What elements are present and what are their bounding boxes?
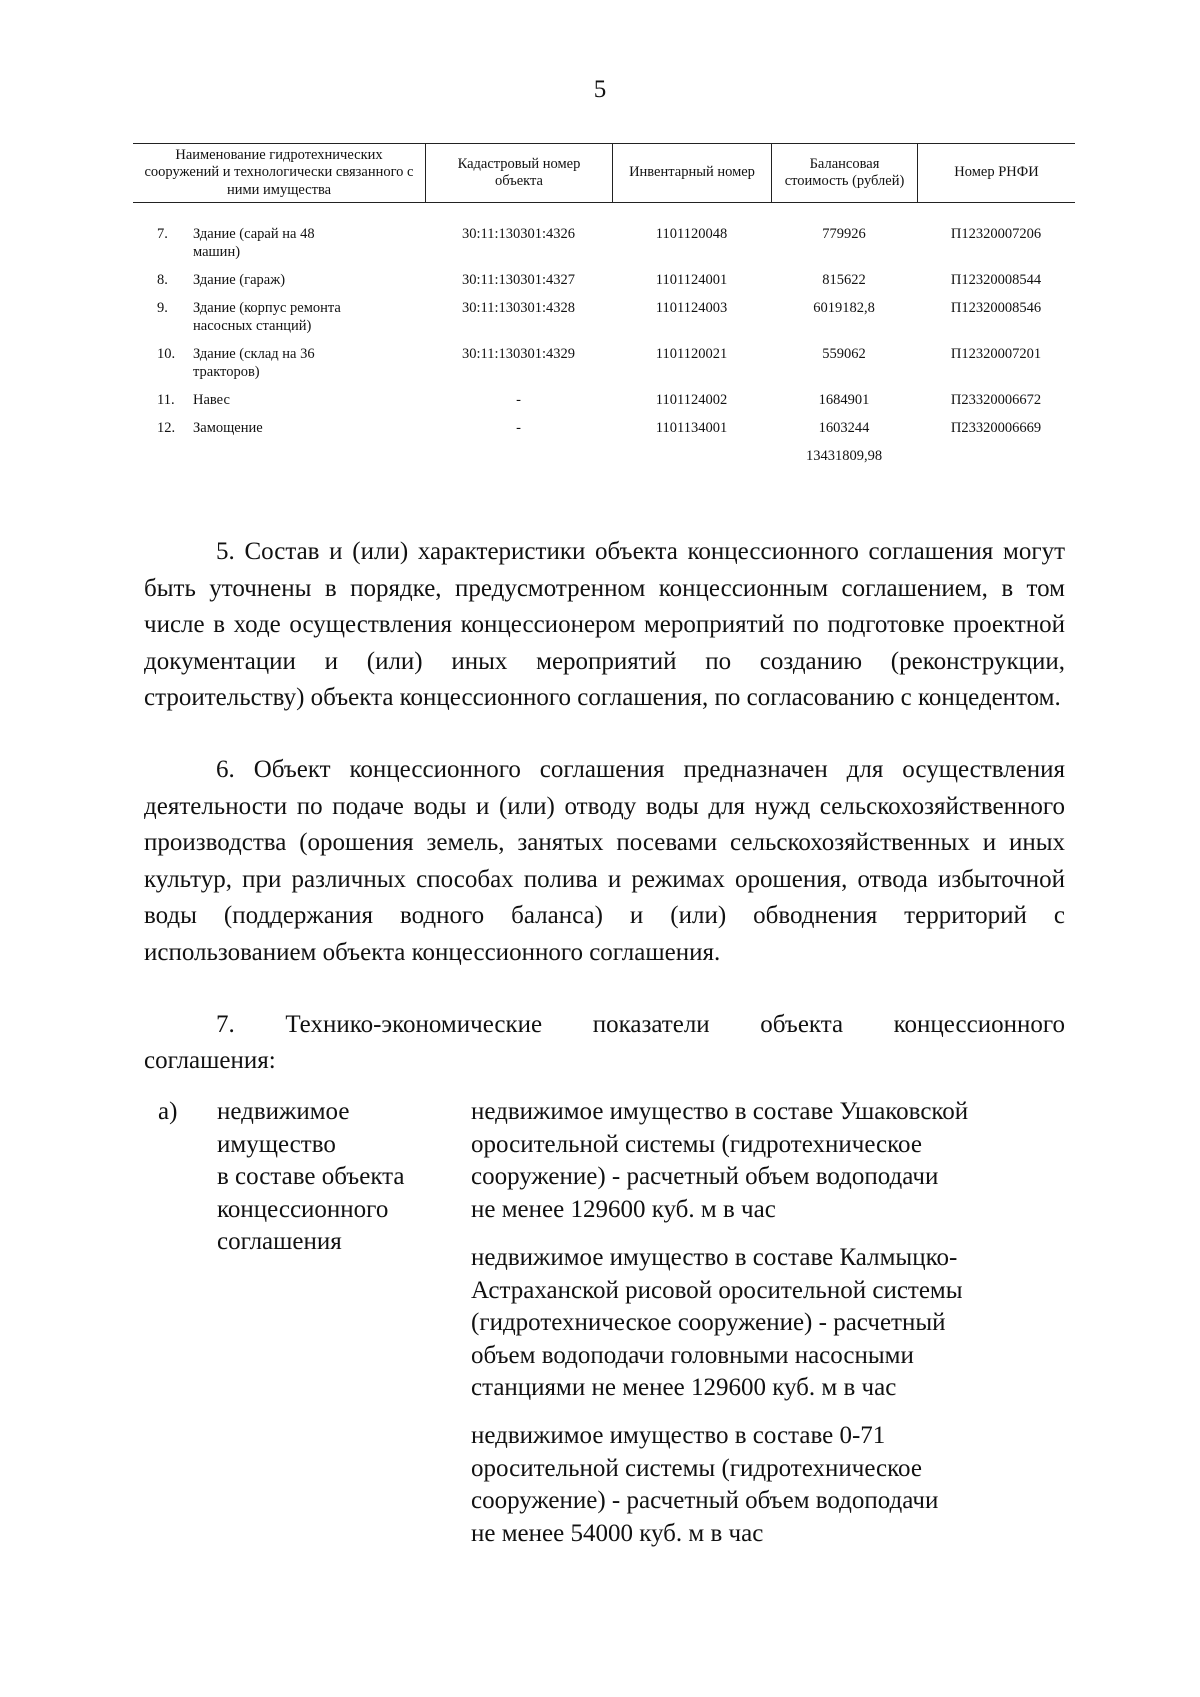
table-total-row: [133, 447, 1075, 465]
indicator-line: недвижимое имущество в составе 0-71: [471, 1422, 886, 1449]
row-rnfi: П12320007206: [950, 226, 1042, 242]
indicator-line: Астраханской рисовой оросительной системы: [471, 1276, 963, 1304]
row-balance: 1684901: [818, 392, 870, 408]
table-row: [133, 345, 1075, 391]
table-row: [133, 225, 1075, 271]
paragraph-5: 5. Состав и (или) характеристики объекта концессионного соглашения могут быть уточнены в порядке, предусмотренном концессионным соглашением, в том числе в ходе осуществления концессионером мероприятий по подготовке проектной документации и (или) иных мероприятий по созданию (реконструкции, строительству) объекта концессионного соглашения, по согласованию с концедентом.: [144, 538, 1065, 711]
indicator-line: объем водоподачи головными насосными: [471, 1341, 914, 1369]
row-balance: 559062: [822, 346, 866, 362]
paragraph-6: 6. Объект концессионного соглашения предназначен для осуществления деятельности по подаче воды и (или) отводу воды для нужд сельскохозяйственного производства (орошения земель, занятых посевами сельскохозяйственных и иных культур, при различных способах полива и режимах орошения, отвода избыточной воды (поддержания водного баланса) и (или) обводнения территорий с использованием объекта концессионного соглашения.: [144, 756, 1065, 966]
row-name: Здание (склад на 36 тракторов): [193, 346, 315, 381]
indicator-line: сооружение) - расчетный объем водоподачи: [471, 1163, 939, 1190]
header-balance: Балансовая стоимость (рублей): [771, 144, 917, 202]
row-balance: 1603244: [818, 420, 870, 436]
table-body: [133, 225, 1075, 465]
row-rnfi: П23320006669: [950, 420, 1042, 436]
row-number: 7.: [157, 226, 168, 242]
row-rnfi: П12320008546: [950, 300, 1042, 316]
label-line: соглашения: [217, 1228, 342, 1255]
indicator-line: (гидротехническое сооружение) - расчетный: [471, 1309, 946, 1336]
indicator-line: станциями не менее 129600 куб. м в час: [471, 1374, 897, 1401]
indicator-line: оросительной системы (гидротехническое: [471, 1454, 922, 1482]
row-inventory: 1101124002: [655, 392, 728, 408]
label-line: недвижимое: [217, 1098, 350, 1125]
row-cadastral: 30:11:130301:4328: [461, 300, 576, 316]
page-number: 5: [593, 76, 607, 103]
row-number: 10.: [157, 346, 176, 362]
table-row: [133, 391, 1075, 419]
indicator-line: не менее 54000 куб. м в час: [471, 1519, 764, 1547]
label-line: в составе объекта: [217, 1163, 405, 1190]
indicator-kalmyk-astrakhan: [471, 1242, 1071, 1405]
row-balance: 815622: [822, 272, 866, 288]
indicator-line: не менее 129600 куб. м в час: [471, 1195, 776, 1223]
row-name: Здание (сарай на 48 машин): [193, 226, 315, 261]
row-cadastral: 30:11:130301:4327: [461, 272, 576, 288]
table-row: [133, 299, 1075, 345]
row-number: 11.: [157, 392, 175, 408]
row-name: Замощение: [193, 420, 263, 436]
table-header: [133, 143, 1075, 203]
label-line: концессионного: [217, 1195, 389, 1223]
row-name: Здание (корпус ремонта насосных станций): [193, 300, 341, 335]
label-line: имущество: [217, 1130, 336, 1158]
table-row: [133, 419, 1075, 443]
row-number: 9.: [157, 300, 168, 316]
balance-total: 13431809,98: [805, 448, 883, 464]
row-inventory: 1101120021: [655, 346, 728, 362]
row-inventory: 1101134001: [655, 420, 728, 436]
row-inventory: 1101124001: [655, 272, 728, 288]
indicator-ushakovskaya: [471, 1096, 1071, 1226]
row-cadastral: 30:11:130301:4326: [461, 226, 576, 242]
row-balance: 779926: [822, 226, 866, 242]
paragraph-7-continuation: соглашения:: [144, 1047, 276, 1074]
row-inventory: 1101124003: [655, 300, 728, 316]
paragraph-7-heading: 7. Технико-экономические показатели объекта концессионного: [216, 1011, 1065, 1038]
row-rnfi: П12320008544: [950, 272, 1042, 288]
property-registry-table: [133, 143, 1075, 465]
header-cadastral: Кадастровый номер объекта: [425, 144, 612, 202]
table-row: [133, 271, 1075, 299]
row-name: Здание (гараж): [193, 272, 286, 288]
row-inventory: 1101120048: [655, 226, 728, 242]
row-number: 8.: [157, 272, 168, 288]
indicator-line: недвижимое имущество в составе Ушаковской: [471, 1098, 969, 1125]
row-balance: 6019182,8: [813, 300, 875, 316]
row-number: 12.: [157, 420, 176, 436]
indicator-line: недвижимое имущество в составе Калмыцко-: [471, 1244, 958, 1271]
row-cadastral: -: [516, 420, 521, 436]
row-cadastral: 30:11:130301:4329: [461, 346, 576, 362]
header-rnfi: Номер РНФИ: [917, 144, 1075, 202]
row-cadastral: -: [516, 392, 521, 408]
indicator-line: оросительной системы (гидротехническое: [471, 1130, 922, 1158]
header-name: Наименование гидротехнических сооружений и технологически связанного с ними имущества: [144, 146, 414, 198]
indicator-line: сооружение) - расчетный объем водоподачи: [471, 1487, 939, 1514]
item-letter: а): [158, 1098, 178, 1125]
header-inventory: Инвентарный номер: [612, 144, 771, 202]
row-name: Навес: [193, 392, 230, 408]
indicator-0-71: [471, 1420, 1071, 1550]
row-rnfi: П12320007201: [950, 346, 1042, 362]
indicator-label: [217, 1096, 447, 1259]
row-rnfi: П23320006672: [950, 392, 1042, 408]
